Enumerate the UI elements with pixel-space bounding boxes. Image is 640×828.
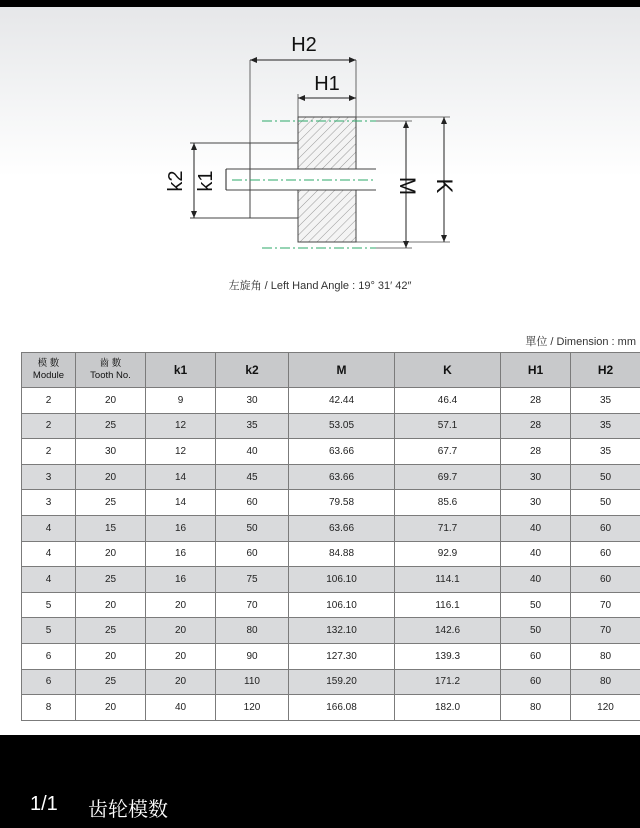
cell-tooth-no: 25 [76, 490, 146, 516]
cell-k1: 14 [146, 464, 216, 490]
cell-k: 85.6 [395, 490, 501, 516]
cell-h1: 40 [501, 567, 571, 593]
label-h2: H2 [291, 34, 317, 56]
cell-h2: 70 [571, 618, 640, 644]
cell-h1: 40 [501, 515, 571, 541]
cell-k: 116.1 [395, 592, 501, 618]
cell-h2: 35 [571, 388, 640, 414]
cell-k1: 20 [146, 592, 216, 618]
cell-k1: 12 [146, 439, 216, 465]
cell-m: 106.10 [289, 592, 395, 618]
cell-tooth-no: 30 [76, 439, 146, 465]
table-row [22, 567, 640, 593]
cell-h1: 50 [501, 592, 571, 618]
cell-m: 159.20 [289, 669, 395, 695]
cell-tooth-no: 25 [76, 567, 146, 593]
cell-h1: 50 [501, 618, 571, 644]
cell-m: 63.66 [289, 515, 395, 541]
cell-k: 139.3 [395, 643, 501, 669]
cell-module: 8 [22, 695, 76, 721]
cell-module: 4 [22, 515, 76, 541]
cell-module: 3 [22, 490, 76, 516]
table-row [22, 490, 640, 516]
cell-k2: 60 [216, 490, 289, 516]
cell-h2: 35 [571, 439, 640, 465]
cell-module: 4 [22, 567, 76, 593]
cell-tooth-no: 15 [76, 515, 146, 541]
cell-m: 42.44 [289, 388, 395, 414]
cell-k2: 30 [216, 388, 289, 414]
cell-h2: 80 [571, 669, 640, 695]
label-m: M [395, 176, 420, 196]
table-row [22, 695, 640, 721]
cell-k2: 45 [216, 464, 289, 490]
cell-k: 57.1 [395, 413, 501, 439]
gear-technical-drawing [0, 7, 640, 307]
page-indicator: 1/1 [30, 793, 58, 815]
cell-h1: 40 [501, 541, 571, 567]
cell-k2: 50 [216, 515, 289, 541]
cell-k: 142.6 [395, 618, 501, 644]
header-k2: k2 [216, 353, 289, 388]
cell-k1: 16 [146, 515, 216, 541]
label-k2: k2 [165, 170, 187, 192]
cell-m: 106.10 [289, 567, 395, 593]
top-status-bar [0, 0, 640, 7]
cell-module: 5 [22, 618, 76, 644]
gear-body-bottom [298, 190, 356, 242]
cell-m: 132.10 [289, 618, 395, 644]
table-row [22, 515, 640, 541]
header-k: K [395, 353, 501, 388]
cell-m: 63.66 [289, 464, 395, 490]
cell-k1: 40 [146, 695, 216, 721]
cell-k2: 90 [216, 643, 289, 669]
cell-h1: 28 [501, 413, 571, 439]
cell-tooth-no: 20 [76, 541, 146, 567]
cell-h2: 50 [571, 464, 640, 490]
document-title: 齿轮模数 [88, 799, 168, 821]
cell-tooth-no: 25 [76, 618, 146, 644]
hand-angle-caption: 左旋角 / Left Hand Angle : 19° 31′ 42″ [228, 280, 412, 292]
cell-k1: 14 [146, 490, 216, 516]
cell-k: 67.7 [395, 439, 501, 465]
cell-module: 2 [22, 413, 76, 439]
cell-m: 127.30 [289, 643, 395, 669]
table-row [22, 439, 640, 465]
cell-tooth-no: 20 [76, 643, 146, 669]
header-h1: H1 [501, 353, 571, 388]
cell-k2: 70 [216, 592, 289, 618]
cell-h2: 50 [571, 490, 640, 516]
table-row [22, 592, 640, 618]
cell-module: 5 [22, 592, 76, 618]
table-row [22, 643, 640, 669]
cell-k: 71.7 [395, 515, 501, 541]
cell-tooth-no: 25 [76, 669, 146, 695]
cell-h2: 60 [571, 567, 640, 593]
cell-h1: 28 [501, 388, 571, 414]
cell-h1: 30 [501, 490, 571, 516]
cell-h1: 80 [501, 695, 571, 721]
cell-h2: 70 [571, 592, 640, 618]
table-row [22, 618, 640, 644]
header-tooth-no: 齒 數 Tooth No. [76, 353, 146, 388]
table-row [22, 388, 640, 414]
header-h2: H2 [571, 353, 640, 388]
label-k1: k1 [195, 170, 217, 192]
cell-k2: 80 [216, 618, 289, 644]
table-row [22, 464, 640, 490]
table-row [22, 413, 640, 439]
label-h1: H1 [314, 73, 340, 95]
cell-k2: 35 [216, 413, 289, 439]
cell-m: 79.58 [289, 490, 395, 516]
label-k: K [432, 178, 457, 194]
cell-module: 2 [22, 388, 76, 414]
gear-spec-table [21, 352, 640, 721]
cell-k2: 60 [216, 541, 289, 567]
cell-module: 2 [22, 439, 76, 465]
cell-k: 92.9 [395, 541, 501, 567]
cell-k1: 20 [146, 643, 216, 669]
image-viewer-sheet[interactable] [0, 7, 640, 735]
unit-note: 單位 / Dimension : mm [525, 336, 636, 348]
cell-h1: 60 [501, 643, 571, 669]
cell-h2: 35 [571, 413, 640, 439]
header-m: M [289, 353, 395, 388]
table-row [22, 669, 640, 695]
table-row [22, 541, 640, 567]
cell-m: 84.88 [289, 541, 395, 567]
cell-h2: 80 [571, 643, 640, 669]
cell-k: 114.1 [395, 567, 501, 593]
cell-h2: 60 [571, 515, 640, 541]
cell-k1: 9 [146, 388, 216, 414]
cell-m: 53.05 [289, 413, 395, 439]
cell-h1: 60 [501, 669, 571, 695]
cell-h2: 60 [571, 541, 640, 567]
cell-k: 171.2 [395, 669, 501, 695]
cell-tooth-no: 20 [76, 695, 146, 721]
cell-k1: 20 [146, 669, 216, 695]
cell-k2: 120 [216, 695, 289, 721]
cell-h1: 28 [501, 439, 571, 465]
cell-k: 69.7 [395, 464, 501, 490]
cell-h2: 120 [571, 695, 640, 721]
table-header-row [22, 353, 640, 388]
cell-k: 182.0 [395, 695, 501, 721]
cell-k2: 110 [216, 669, 289, 695]
cell-k: 46.4 [395, 388, 501, 414]
cell-k2: 40 [216, 439, 289, 465]
cell-m: 63.66 [289, 439, 395, 465]
cell-k1: 16 [146, 541, 216, 567]
header-k1: k1 [146, 353, 216, 388]
cell-m: 166.08 [289, 695, 395, 721]
cell-module: 6 [22, 669, 76, 695]
cell-module: 3 [22, 464, 76, 490]
header-module: 模 數 Module [22, 353, 76, 388]
cell-tooth-no: 20 [76, 592, 146, 618]
table-body [22, 388, 640, 721]
cell-tooth-no: 20 [76, 388, 146, 414]
cell-tooth-no: 20 [76, 464, 146, 490]
cell-module: 6 [22, 643, 76, 669]
cell-k2: 75 [216, 567, 289, 593]
cell-module: 4 [22, 541, 76, 567]
cell-k1: 12 [146, 413, 216, 439]
cell-tooth-no: 25 [76, 413, 146, 439]
cell-k1: 20 [146, 618, 216, 644]
cell-h1: 30 [501, 464, 571, 490]
gear-body-top [298, 117, 356, 169]
cell-k1: 16 [146, 567, 216, 593]
